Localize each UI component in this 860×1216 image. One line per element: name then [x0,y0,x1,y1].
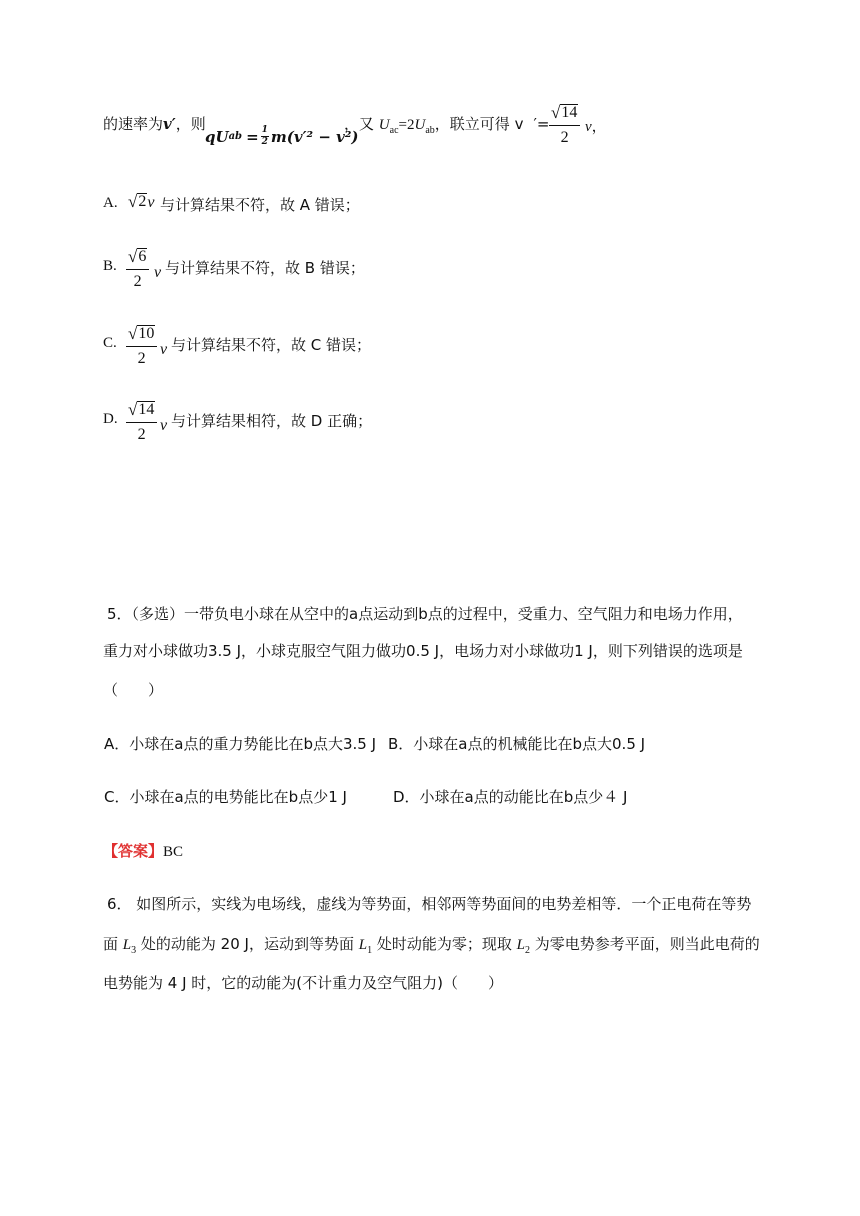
relation-line: ，又 $U_{ac}=2U_{ab}$，联立可得 v ′= [344,115,550,136]
option-c-den: 2 [137,349,146,367]
result-end: ， [591,117,607,135]
option-a-expr [128,193,154,212]
relation-mid: =2 [398,117,415,133]
eq-lhs-sub: ab [228,131,243,142]
q5-option-d: D．小球在a点的动能比在b点少４ J [393,788,628,806]
q6-line1: 6． 如图所示，实线为电场线，虚线为等势面，相邻两等势面间的电势差相等．一个正电荷在等势 [107,895,752,913]
q5-line3: （ ） [103,681,164,699]
option-c-text: 与计算结果不符，故 C 错误； [171,336,372,354]
q5-line1: 5．（多选）一带负电小球在从空中的a点运动到b点的过程中，受重力、空气阻力和电场力作用， [107,605,743,623]
option-c-letter: C. [103,335,117,351]
answer-label: 【答案】 [103,842,164,860]
eq-half-den: 2 [261,137,268,147]
result-fraction [549,104,580,146]
option-a-radical: √ 2 [128,192,147,211]
energy-equation [205,126,359,147]
option-c-radicand: 10 [138,325,155,342]
q5-line2: 重力对小球做功3.5 J，小球克服空气阻力做功0.5 J，电场力对小球做功1 J，则下列错误的选项是 [103,642,743,660]
q6-L3-sub: 3 [131,945,137,956]
result-radicand: 14 [561,104,578,121]
q6-line3: 电势能为 4 J 时，它的动能为(不计重力及空气阻力)（ ） [103,974,503,992]
option-b-den: 2 [133,272,142,290]
result-tail [585,115,607,136]
q6-L1: L [358,937,368,953]
q6-L2-sub: 2 [524,945,530,956]
q5-option-a: A．小球在a点的重力势能比在b点大3.5 J [104,735,377,753]
option-d-v: v [160,417,168,434]
result-v: v [585,119,592,135]
derivation-prefix: 的速率为 [103,115,164,133]
q6-l2-b: 处的动能为 20 J，运动到等势面 [136,935,359,953]
q5-option-b: B．小球在a点的机械能比在b点大0.5 J [388,735,646,753]
q6-line2 [103,933,760,956]
option-d-fraction: √ 14 2 [126,401,157,443]
q6-l2-a: 面 [103,935,123,953]
option-a-v: v [147,194,155,211]
option-b-letter: B. [103,258,117,274]
eq-half-num: 1 [261,125,268,135]
relation-comma: ，又 [344,115,375,133]
eq-rhs: m(v′² − v²) [270,127,359,146]
answer-value: BC [163,844,184,860]
option-b-text: 与计算结果不符，故 B 错误； [165,259,365,277]
relation-sub-ac: ac [389,125,399,136]
option-d-den: 2 [137,425,146,443]
eq-lhs: qU [205,127,229,146]
q6-L2: L [516,937,525,953]
option-d-text: 与计算结果相符，故 D 正确； [171,412,373,430]
option-a-text: 与计算结果不符，故 A 错误； [160,196,360,214]
q6-L1-sub: 1 [367,945,373,956]
result-radical: √ 14 [549,104,580,126]
derivation-line [103,113,206,134]
relation-sub-ab: ab [425,125,435,136]
derivation-then: ，则 [175,115,206,133]
result-den: 2 [560,128,569,146]
q5-answer [103,840,183,861]
option-c-v: v [160,341,168,358]
q5-option-c: C．小球在a点的电势能比在b点少1 J [104,788,347,806]
option-d-letter: D. [103,411,118,427]
eq-half-fraction [261,126,269,147]
option-a-radicand: 2 [138,193,147,210]
eq-equals: = [246,127,259,146]
option-c-fraction: √ 10 2 [126,325,157,367]
q6-l2-d: 为零电势参考平面，则当此电荷的 [529,935,760,953]
option-b-radicand: 6 [138,248,147,265]
relation-U: U [378,117,390,133]
q6-L3: L [122,937,132,953]
relation-combine: ，联立可得 v [434,115,524,133]
q6-l2-c: 处时动能为零；现取 [372,935,517,953]
option-a-letter: A. [103,195,118,211]
option-b-fraction: √ 6 2 [126,248,149,290]
option-b-v: v [154,264,162,281]
result-prime: ′= [533,115,550,133]
v-prime-symbol: v′ [163,115,176,133]
option-d-radicand: 14 [138,401,155,418]
